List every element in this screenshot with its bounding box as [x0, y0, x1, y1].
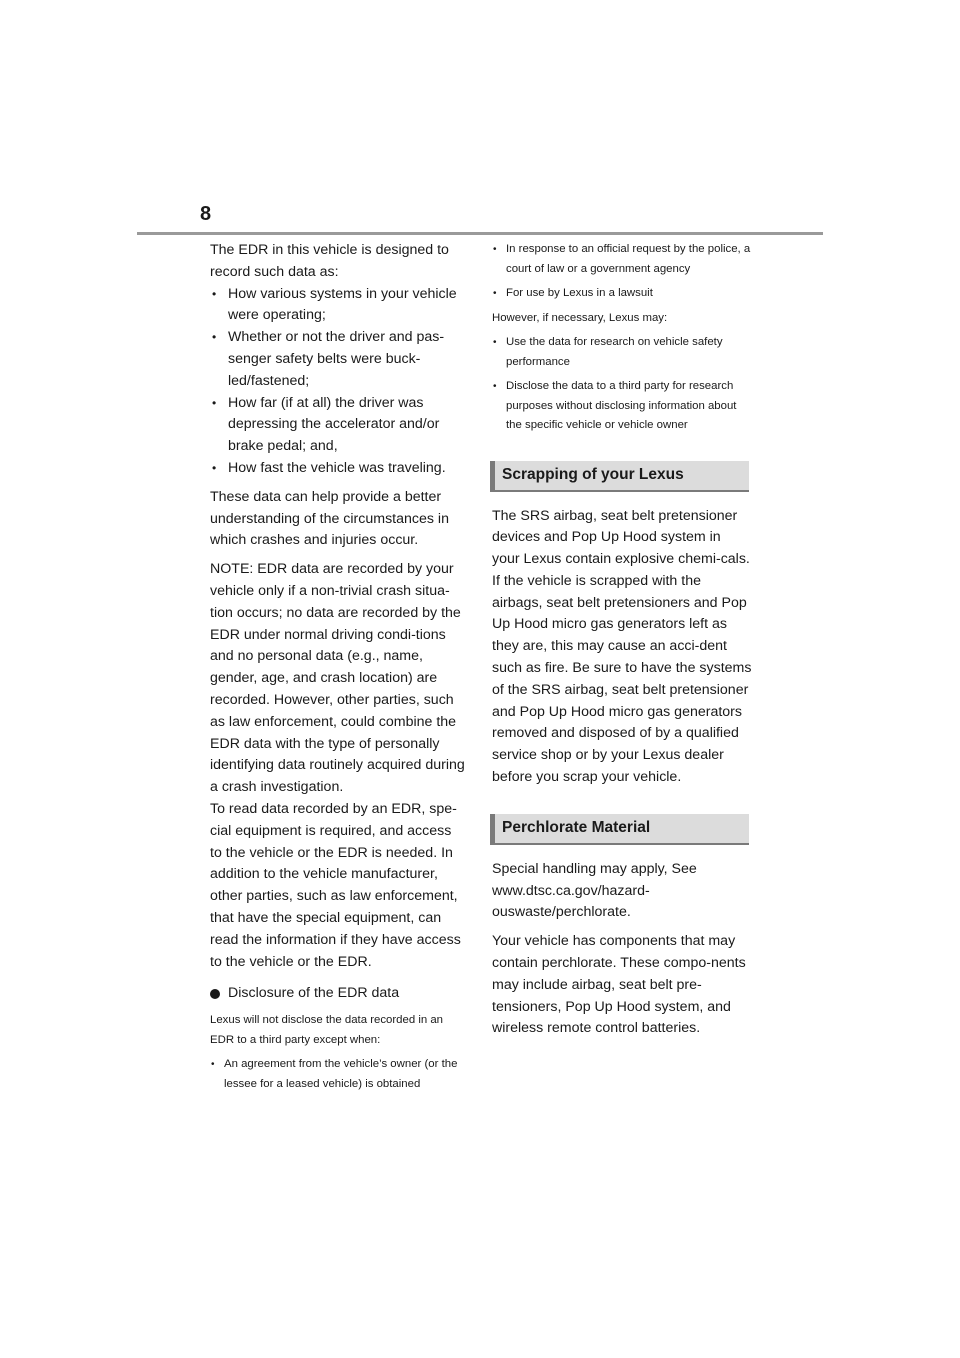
list-item: • Whether or not the driver and pas-senger safety belts were buck-led/fastened;: [210, 327, 465, 392]
edr-access-paragraph: To read data recorded by an EDR, spe-cial equipment is required, and access to the vehicle or the EDR is needed. In addition to the vehicle manufacturer, other parties, such as law enforcement, that have the special equipment, can read the information if they have access to the vehicle or the EDR.: [210, 800, 461, 970]
list-item: • Disclose the data to a third party for research purposes without disclosing information about the specific vehicle or vehicle owner: [492, 377, 752, 436]
section-title: Scrapping of your Lexus: [502, 466, 684, 483]
section-heading-scrapping: [490, 461, 749, 492]
edr-record-list: [210, 284, 465, 480]
edr-intro: The EDR in this vehicle is designed to record such data as:: [210, 242, 449, 280]
right-column: [492, 240, 752, 1047]
perchlorate-components-paragraph: Your vehicle has components that may contain perchlorate. These compo-nents may include airbag, seat belt pre-tensioners, Pop Up Hood system, and wireless remote control batteries.: [492, 933, 746, 1037]
disclosure-heading-label: Disclosure of the EDR data: [228, 985, 400, 1002]
list-item: • An agreement from the vehicle’s owner (or the lessee for a leased vehicle) is obtained: [210, 1055, 465, 1094]
left-column: [210, 240, 465, 1099]
however-text: However, if necessary, Lexus may:: [492, 311, 668, 324]
list-item: • How various systems in your vehicle were operating;: [210, 284, 465, 328]
list-item: • Use the data for research on vehicle safety performance: [492, 333, 752, 372]
edr-purpose-paragraph: These data can help provide a better understanding of the circumstances in which crashes and injuries occur.: [210, 488, 449, 549]
bullet-disc-icon: [210, 989, 220, 999]
lexus-may-list: [492, 333, 752, 436]
page-number: 8: [200, 203, 212, 225]
disclosure-list-continued: [492, 240, 752, 304]
disclosure-intro: Lexus will not disclose the data recorded in an EDR to a third party except when:: [210, 1014, 444, 1046]
section-heading-perchlorate: [490, 814, 749, 845]
disclosure-heading: [210, 983, 465, 1005]
disclosure-list: [210, 1055, 465, 1094]
list-item: • How fast the vehicle was traveling.: [210, 458, 465, 480]
edr-note-paragraph: NOTE: EDR data are recorded by your vehicle only if a non-trivial crash situa-tion occurs; no data are recorded by the EDR under normal driving condi-tions and no personal data (e.g., name, gender, age, and crash location) are recorded. However, other parties, such as law enforcement, could combine the EDR data with the type of personally identifying data routinely acquired during a crash investigation.: [210, 561, 465, 796]
header-rule: [137, 232, 823, 235]
list-item: • How far (if at all) the driver was depressing the accelerator and/or brake pedal; and,: [210, 393, 465, 458]
list-item: • In response to an official request by the police, a court of law or a government agency: [492, 240, 752, 279]
perchlorate-handling-paragraph: Special handling may apply, See www.dtsc.ca.gov/hazard-ouswaste/perchlorate.: [492, 860, 697, 921]
scrapping-paragraph: The SRS airbag, seat belt pretensioner devices and Pop Up Hood system in your Lexus contain explosive chemi-cals. If the vehicle is scrapped with the airbags, seat belt pretensioners and Pop Up Hood micro gas generators left as they are, this may cause an acci-dent such as fire. Be sure to have the systems of the SRS airbag, seat belt pretensioner and Pop Up Hood micro gas generators removed and disposed of by a qualified service shop or by your Lexus dealer before you scrap your vehicle.: [492, 507, 752, 786]
list-item: • For use by Lexus in a lawsuit: [492, 284, 752, 304]
section-title: Perchlorate Material: [502, 819, 651, 837]
